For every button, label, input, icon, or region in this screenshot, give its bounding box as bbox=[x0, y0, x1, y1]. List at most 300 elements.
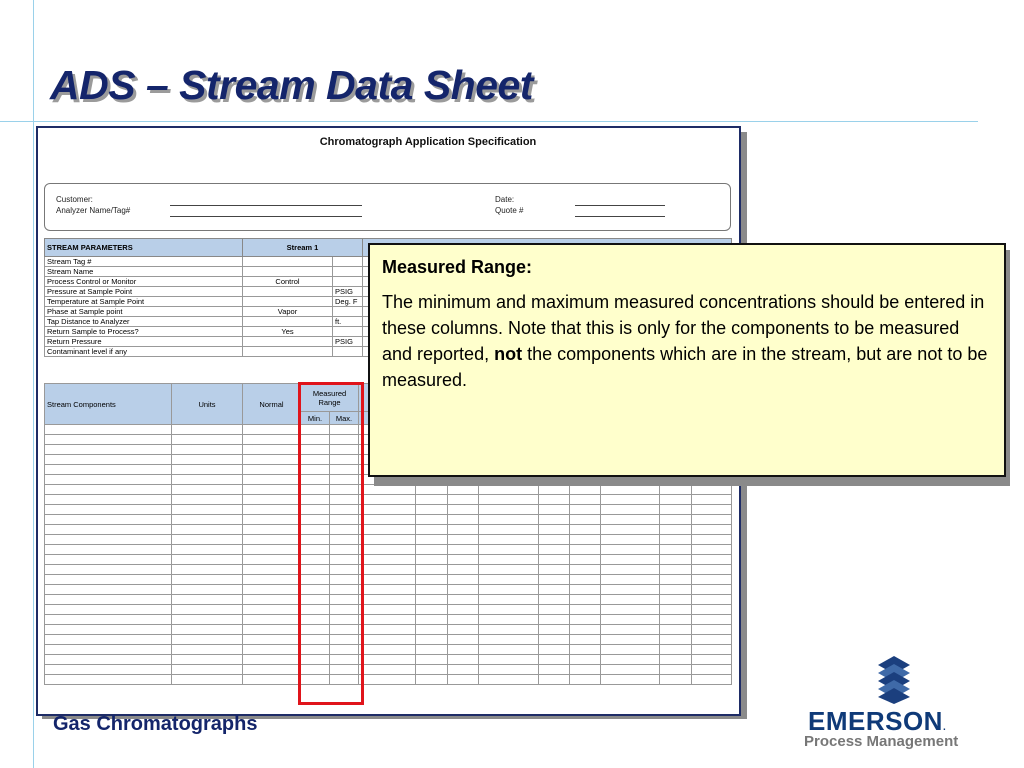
component-cell[interactable] bbox=[479, 585, 539, 595]
component-cell[interactable] bbox=[243, 675, 301, 685]
component-cell[interactable] bbox=[539, 595, 570, 605]
component-cell[interactable] bbox=[570, 485, 601, 495]
component-cell[interactable] bbox=[359, 515, 416, 525]
component-cell[interactable] bbox=[601, 485, 660, 495]
customer-field-line bbox=[170, 205, 362, 206]
component-row bbox=[45, 485, 732, 495]
component-cell[interactable] bbox=[570, 495, 601, 505]
param-label: Pressure at Sample Point bbox=[45, 287, 243, 297]
component-cell[interactable] bbox=[692, 605, 732, 615]
component-cell[interactable] bbox=[570, 625, 601, 635]
component-cell[interactable] bbox=[359, 485, 416, 495]
component-cell[interactable] bbox=[172, 585, 243, 595]
component-cell[interactable] bbox=[448, 625, 479, 635]
date-label: Date: bbox=[495, 195, 515, 204]
component-cell[interactable] bbox=[448, 535, 479, 545]
customer-info-box bbox=[44, 183, 731, 231]
component-cell[interactable] bbox=[172, 645, 243, 655]
component-cell[interactable] bbox=[539, 495, 570, 505]
component-cell[interactable] bbox=[448, 505, 479, 515]
component-cell[interactable] bbox=[539, 555, 570, 565]
component-cell[interactable] bbox=[172, 435, 243, 445]
component-cell[interactable] bbox=[692, 575, 732, 585]
component-cell[interactable] bbox=[660, 615, 692, 625]
component-cell[interactable] bbox=[45, 565, 172, 575]
component-cell[interactable] bbox=[359, 535, 416, 545]
component-cell[interactable] bbox=[692, 625, 732, 635]
param-label: Tap Distance to Analyzer bbox=[45, 317, 243, 327]
component-cell[interactable] bbox=[416, 605, 448, 615]
component-cell[interactable] bbox=[539, 675, 570, 685]
component-cell[interactable] bbox=[416, 615, 448, 625]
component-cell[interactable] bbox=[660, 645, 692, 655]
component-cell[interactable] bbox=[479, 665, 539, 675]
component-cell[interactable] bbox=[243, 615, 301, 625]
component-cell[interactable] bbox=[243, 525, 301, 535]
param-header-stream: Stream 1 bbox=[243, 239, 363, 257]
component-cell[interactable] bbox=[692, 595, 732, 605]
component-cell[interactable] bbox=[448, 515, 479, 525]
component-cell[interactable] bbox=[601, 605, 660, 615]
component-row bbox=[45, 535, 732, 545]
component-cell[interactable] bbox=[448, 615, 479, 625]
component-cell[interactable] bbox=[539, 525, 570, 535]
component-cell[interactable] bbox=[448, 525, 479, 535]
component-cell[interactable] bbox=[479, 525, 539, 535]
component-cell[interactable] bbox=[243, 645, 301, 655]
component-cell[interactable] bbox=[243, 605, 301, 615]
component-cell[interactable] bbox=[416, 495, 448, 505]
component-cell[interactable] bbox=[172, 505, 243, 515]
component-cell[interactable] bbox=[692, 505, 732, 515]
component-cell[interactable] bbox=[479, 495, 539, 505]
component-row bbox=[45, 665, 732, 675]
component-cell[interactable] bbox=[660, 585, 692, 595]
component-cell[interactable] bbox=[660, 675, 692, 685]
component-cell[interactable] bbox=[243, 635, 301, 645]
component-cell[interactable] bbox=[539, 665, 570, 675]
component-cell[interactable] bbox=[539, 575, 570, 585]
component-cell[interactable] bbox=[660, 535, 692, 545]
component-cell[interactable] bbox=[416, 645, 448, 655]
component-cell[interactable] bbox=[692, 615, 732, 625]
component-cell[interactable] bbox=[539, 645, 570, 655]
component-cell[interactable] bbox=[479, 625, 539, 635]
component-cell[interactable] bbox=[172, 545, 243, 555]
component-cell[interactable] bbox=[692, 495, 732, 505]
component-cell[interactable] bbox=[172, 495, 243, 505]
component-cell[interactable] bbox=[45, 545, 172, 555]
component-cell[interactable] bbox=[416, 675, 448, 685]
component-cell[interactable] bbox=[359, 525, 416, 535]
param-unit: Deg. F bbox=[333, 297, 363, 307]
min-header: Min. bbox=[301, 412, 330, 425]
component-cell[interactable] bbox=[45, 625, 172, 635]
components-header: Stream Components bbox=[45, 384, 172, 425]
param-label: Process Control or Monitor bbox=[45, 277, 243, 287]
component-cell[interactable] bbox=[692, 515, 732, 525]
component-cell[interactable] bbox=[601, 655, 660, 665]
component-cell[interactable] bbox=[601, 495, 660, 505]
component-cell[interactable] bbox=[601, 595, 660, 605]
component-cell[interactable] bbox=[448, 645, 479, 655]
param-unit bbox=[333, 327, 363, 337]
component-cell[interactable] bbox=[172, 675, 243, 685]
component-cell[interactable] bbox=[479, 505, 539, 515]
component-cell[interactable] bbox=[359, 665, 416, 675]
component-cell[interactable] bbox=[359, 615, 416, 625]
component-cell[interactable] bbox=[570, 545, 601, 555]
component-cell[interactable] bbox=[479, 655, 539, 665]
component-cell[interactable] bbox=[570, 605, 601, 615]
component-cell[interactable] bbox=[601, 525, 660, 535]
component-cell[interactable] bbox=[601, 585, 660, 595]
component-cell[interactable] bbox=[601, 665, 660, 675]
component-cell[interactable] bbox=[660, 635, 692, 645]
component-cell[interactable] bbox=[172, 595, 243, 605]
footer-text: Gas Chromatographs bbox=[53, 713, 258, 735]
component-cell[interactable] bbox=[570, 655, 601, 665]
component-cell[interactable] bbox=[359, 575, 416, 585]
component-cell[interactable] bbox=[416, 515, 448, 525]
component-cell[interactable] bbox=[601, 635, 660, 645]
component-cell[interactable] bbox=[479, 635, 539, 645]
component-cell[interactable] bbox=[660, 595, 692, 605]
component-cell[interactable] bbox=[448, 665, 479, 675]
component-cell[interactable] bbox=[692, 565, 732, 575]
component-cell[interactable] bbox=[359, 645, 416, 655]
component-cell[interactable] bbox=[601, 505, 660, 515]
param-unit bbox=[333, 307, 363, 317]
param-label: Contaminant level if any bbox=[45, 347, 243, 357]
param-label: Temperature at Sample Point bbox=[45, 297, 243, 307]
component-cell[interactable] bbox=[359, 635, 416, 645]
component-cell[interactable] bbox=[448, 555, 479, 565]
component-cell[interactable] bbox=[660, 565, 692, 575]
component-cell[interactable] bbox=[172, 615, 243, 625]
component-cell[interactable] bbox=[660, 555, 692, 565]
component-cell[interactable] bbox=[660, 665, 692, 675]
component-cell[interactable] bbox=[479, 605, 539, 615]
component-cell[interactable] bbox=[660, 655, 692, 665]
component-cell[interactable] bbox=[448, 635, 479, 645]
component-cell[interactable] bbox=[570, 595, 601, 605]
component-cell[interactable] bbox=[243, 445, 301, 455]
component-cell[interactable] bbox=[243, 495, 301, 505]
component-cell[interactable] bbox=[692, 635, 732, 645]
component-cell[interactable] bbox=[416, 655, 448, 665]
component-cell[interactable] bbox=[172, 525, 243, 535]
component-cell[interactable] bbox=[416, 595, 448, 605]
component-cell[interactable] bbox=[243, 545, 301, 555]
component-row bbox=[45, 645, 732, 655]
param-value: Yes bbox=[243, 327, 333, 337]
component-cell[interactable] bbox=[601, 575, 660, 585]
component-cell[interactable] bbox=[479, 645, 539, 655]
component-cell[interactable] bbox=[359, 625, 416, 635]
component-cell[interactable] bbox=[172, 555, 243, 565]
component-cell[interactable] bbox=[172, 445, 243, 455]
component-cell[interactable] bbox=[45, 575, 172, 585]
component-cell[interactable] bbox=[448, 585, 479, 595]
component-cell[interactable] bbox=[660, 485, 692, 495]
component-cell[interactable] bbox=[45, 455, 172, 465]
component-cell[interactable] bbox=[172, 625, 243, 635]
component-cell[interactable] bbox=[359, 505, 416, 515]
component-cell[interactable] bbox=[45, 475, 172, 485]
component-cell[interactable] bbox=[448, 565, 479, 575]
component-cell[interactable] bbox=[243, 475, 301, 485]
component-cell[interactable] bbox=[539, 655, 570, 665]
component-cell[interactable] bbox=[359, 555, 416, 565]
param-value bbox=[243, 267, 333, 277]
component-cell[interactable] bbox=[359, 565, 416, 575]
component-cell[interactable] bbox=[448, 655, 479, 665]
units-header: Units bbox=[172, 384, 243, 425]
component-cell[interactable] bbox=[172, 425, 243, 435]
component-cell[interactable] bbox=[416, 585, 448, 595]
component-cell[interactable] bbox=[172, 575, 243, 585]
component-cell[interactable] bbox=[570, 665, 601, 675]
component-cell[interactable] bbox=[45, 635, 172, 645]
component-cell[interactable] bbox=[416, 635, 448, 645]
component-cell[interactable] bbox=[660, 525, 692, 535]
component-cell[interactable] bbox=[45, 555, 172, 565]
component-cell[interactable] bbox=[45, 515, 172, 525]
component-cell[interactable] bbox=[45, 495, 172, 505]
component-cell[interactable] bbox=[45, 425, 172, 435]
component-cell[interactable] bbox=[570, 505, 601, 515]
component-cell[interactable] bbox=[243, 555, 301, 565]
component-cell[interactable] bbox=[45, 645, 172, 655]
component-cell[interactable] bbox=[692, 545, 732, 555]
component-cell[interactable] bbox=[479, 515, 539, 525]
component-cell[interactable] bbox=[172, 655, 243, 665]
component-cell[interactable] bbox=[601, 515, 660, 525]
component-cell[interactable] bbox=[448, 495, 479, 505]
component-cell[interactable] bbox=[45, 435, 172, 445]
component-cell[interactable] bbox=[539, 485, 570, 495]
component-cell[interactable] bbox=[172, 605, 243, 615]
emerson-logo-icon bbox=[874, 656, 914, 704]
component-cell[interactable] bbox=[243, 625, 301, 635]
component-cell[interactable] bbox=[570, 535, 601, 545]
param-label: Stream Name bbox=[45, 267, 243, 277]
component-cell[interactable] bbox=[570, 635, 601, 645]
component-cell[interactable] bbox=[243, 595, 301, 605]
component-cell[interactable] bbox=[539, 515, 570, 525]
emerson-wordmark: EMERSON. bbox=[808, 706, 947, 736]
component-cell[interactable] bbox=[660, 515, 692, 525]
component-cell[interactable] bbox=[479, 615, 539, 625]
component-cell[interactable] bbox=[601, 615, 660, 625]
callout-bold-word: not bbox=[494, 344, 523, 364]
measured-range-callout bbox=[368, 243, 1006, 477]
customer-label: Customer: bbox=[56, 195, 93, 204]
component-cell[interactable] bbox=[243, 515, 301, 525]
component-cell[interactable] bbox=[692, 525, 732, 535]
component-cell[interactable] bbox=[45, 445, 172, 455]
component-cell[interactable] bbox=[172, 635, 243, 645]
component-cell[interactable] bbox=[601, 545, 660, 555]
component-cell[interactable] bbox=[479, 565, 539, 575]
component-cell[interactable] bbox=[359, 675, 416, 685]
component-cell[interactable] bbox=[660, 625, 692, 635]
component-cell[interactable] bbox=[243, 485, 301, 495]
component-cell[interactable] bbox=[539, 635, 570, 645]
component-cell[interactable] bbox=[45, 525, 172, 535]
component-cell[interactable] bbox=[243, 665, 301, 675]
component-cell[interactable] bbox=[448, 605, 479, 615]
emerson-subtitle: Process Management bbox=[804, 733, 959, 750]
component-cell[interactable] bbox=[172, 485, 243, 495]
component-cell[interactable] bbox=[45, 595, 172, 605]
component-cell[interactable] bbox=[45, 535, 172, 545]
component-cell[interactable] bbox=[45, 605, 172, 615]
component-cell[interactable] bbox=[479, 595, 539, 605]
component-cell[interactable] bbox=[172, 475, 243, 485]
component-cell[interactable] bbox=[243, 575, 301, 585]
component-cell[interactable] bbox=[692, 535, 732, 545]
component-cell[interactable] bbox=[416, 555, 448, 565]
param-value: Vapor bbox=[243, 307, 333, 317]
param-value bbox=[243, 337, 333, 347]
component-cell[interactable] bbox=[660, 505, 692, 515]
component-cell[interactable] bbox=[416, 505, 448, 515]
component-cell[interactable] bbox=[539, 585, 570, 595]
component-cell[interactable] bbox=[172, 455, 243, 465]
component-cell[interactable] bbox=[45, 485, 172, 495]
component-cell[interactable] bbox=[692, 555, 732, 565]
component-cell[interactable] bbox=[45, 665, 172, 675]
component-cell[interactable] bbox=[479, 485, 539, 495]
component-cell[interactable] bbox=[45, 505, 172, 515]
component-cell[interactable] bbox=[45, 465, 172, 475]
component-cell[interactable] bbox=[448, 575, 479, 585]
component-cell[interactable] bbox=[172, 665, 243, 675]
component-cell[interactable] bbox=[660, 605, 692, 615]
component-cell[interactable] bbox=[45, 655, 172, 665]
param-value bbox=[243, 287, 333, 297]
component-cell[interactable] bbox=[359, 545, 416, 555]
component-cell[interactable] bbox=[243, 435, 301, 445]
component-cell[interactable] bbox=[692, 675, 732, 685]
component-cell[interactable] bbox=[243, 425, 301, 435]
component-cell[interactable] bbox=[539, 625, 570, 635]
component-cell[interactable] bbox=[416, 485, 448, 495]
sheet-title: Chromatograph Application Specification bbox=[319, 136, 537, 148]
quote-label: Quote # bbox=[495, 206, 524, 215]
component-cell[interactable] bbox=[601, 555, 660, 565]
component-cell[interactable] bbox=[243, 505, 301, 515]
component-cell[interactable] bbox=[359, 495, 416, 505]
component-cell[interactable] bbox=[448, 545, 479, 555]
component-cell[interactable] bbox=[448, 595, 479, 605]
component-cell[interactable] bbox=[570, 585, 601, 595]
component-cell[interactable] bbox=[570, 565, 601, 575]
component-cell[interactable] bbox=[479, 545, 539, 555]
component-cell[interactable] bbox=[416, 525, 448, 535]
component-row bbox=[45, 605, 732, 615]
component-cell[interactable] bbox=[539, 545, 570, 555]
component-cell[interactable] bbox=[479, 675, 539, 685]
component-cell[interactable] bbox=[692, 645, 732, 655]
component-cell[interactable] bbox=[243, 565, 301, 575]
component-cell[interactable] bbox=[243, 455, 301, 465]
param-unit bbox=[333, 347, 363, 357]
component-cell[interactable] bbox=[359, 655, 416, 665]
component-cell[interactable] bbox=[416, 575, 448, 585]
component-cell[interactable] bbox=[172, 565, 243, 575]
component-cell[interactable] bbox=[479, 535, 539, 545]
component-cell[interactable] bbox=[243, 465, 301, 475]
component-cell[interactable] bbox=[601, 675, 660, 685]
component-cell[interactable] bbox=[416, 545, 448, 555]
component-cell[interactable] bbox=[539, 535, 570, 545]
component-cell[interactable] bbox=[570, 575, 601, 585]
component-row bbox=[45, 505, 732, 515]
component-cell[interactable] bbox=[172, 535, 243, 545]
component-cell[interactable] bbox=[601, 565, 660, 575]
component-cell[interactable] bbox=[359, 585, 416, 595]
component-cell[interactable] bbox=[45, 675, 172, 685]
component-cell[interactable] bbox=[692, 485, 732, 495]
component-cell[interactable] bbox=[448, 485, 479, 495]
component-cell[interactable] bbox=[243, 655, 301, 665]
component-cell[interactable] bbox=[359, 605, 416, 615]
component-cell[interactable] bbox=[570, 645, 601, 655]
component-cell[interactable] bbox=[601, 645, 660, 655]
component-cell[interactable] bbox=[416, 625, 448, 635]
component-cell[interactable] bbox=[660, 495, 692, 505]
component-cell[interactable] bbox=[243, 535, 301, 545]
param-value bbox=[243, 257, 333, 267]
component-cell[interactable] bbox=[539, 565, 570, 575]
component-cell[interactable] bbox=[570, 515, 601, 525]
component-cell[interactable] bbox=[570, 615, 601, 625]
component-cell[interactable] bbox=[570, 555, 601, 565]
component-cell[interactable] bbox=[243, 585, 301, 595]
component-cell[interactable] bbox=[479, 555, 539, 565]
param-label: Phase at Sample point bbox=[45, 307, 243, 317]
component-cell[interactable] bbox=[416, 665, 448, 675]
component-cell[interactable] bbox=[539, 615, 570, 625]
component-cell[interactable] bbox=[45, 585, 172, 595]
callout-text-after: the components which are in the stream, but are not to be measured. bbox=[382, 344, 988, 390]
component-cell[interactable] bbox=[692, 665, 732, 675]
component-cell[interactable] bbox=[172, 465, 243, 475]
component-cell[interactable] bbox=[416, 535, 448, 545]
component-cell[interactable] bbox=[479, 575, 539, 585]
component-cell[interactable] bbox=[692, 585, 732, 595]
component-cell[interactable] bbox=[570, 525, 601, 535]
component-cell[interactable] bbox=[539, 605, 570, 615]
component-cell[interactable] bbox=[570, 675, 601, 685]
component-cell[interactable] bbox=[416, 565, 448, 575]
component-cell[interactable] bbox=[45, 615, 172, 625]
component-cell[interactable] bbox=[448, 675, 479, 685]
component-cell[interactable] bbox=[359, 595, 416, 605]
component-cell[interactable] bbox=[660, 545, 692, 555]
component-cell[interactable] bbox=[539, 505, 570, 515]
component-cell[interactable] bbox=[601, 535, 660, 545]
component-cell[interactable] bbox=[601, 625, 660, 635]
quote-field-line bbox=[575, 216, 665, 217]
component-row bbox=[45, 625, 732, 635]
component-cell[interactable] bbox=[172, 515, 243, 525]
component-cell[interactable] bbox=[692, 655, 732, 665]
component-cell[interactable] bbox=[660, 575, 692, 585]
